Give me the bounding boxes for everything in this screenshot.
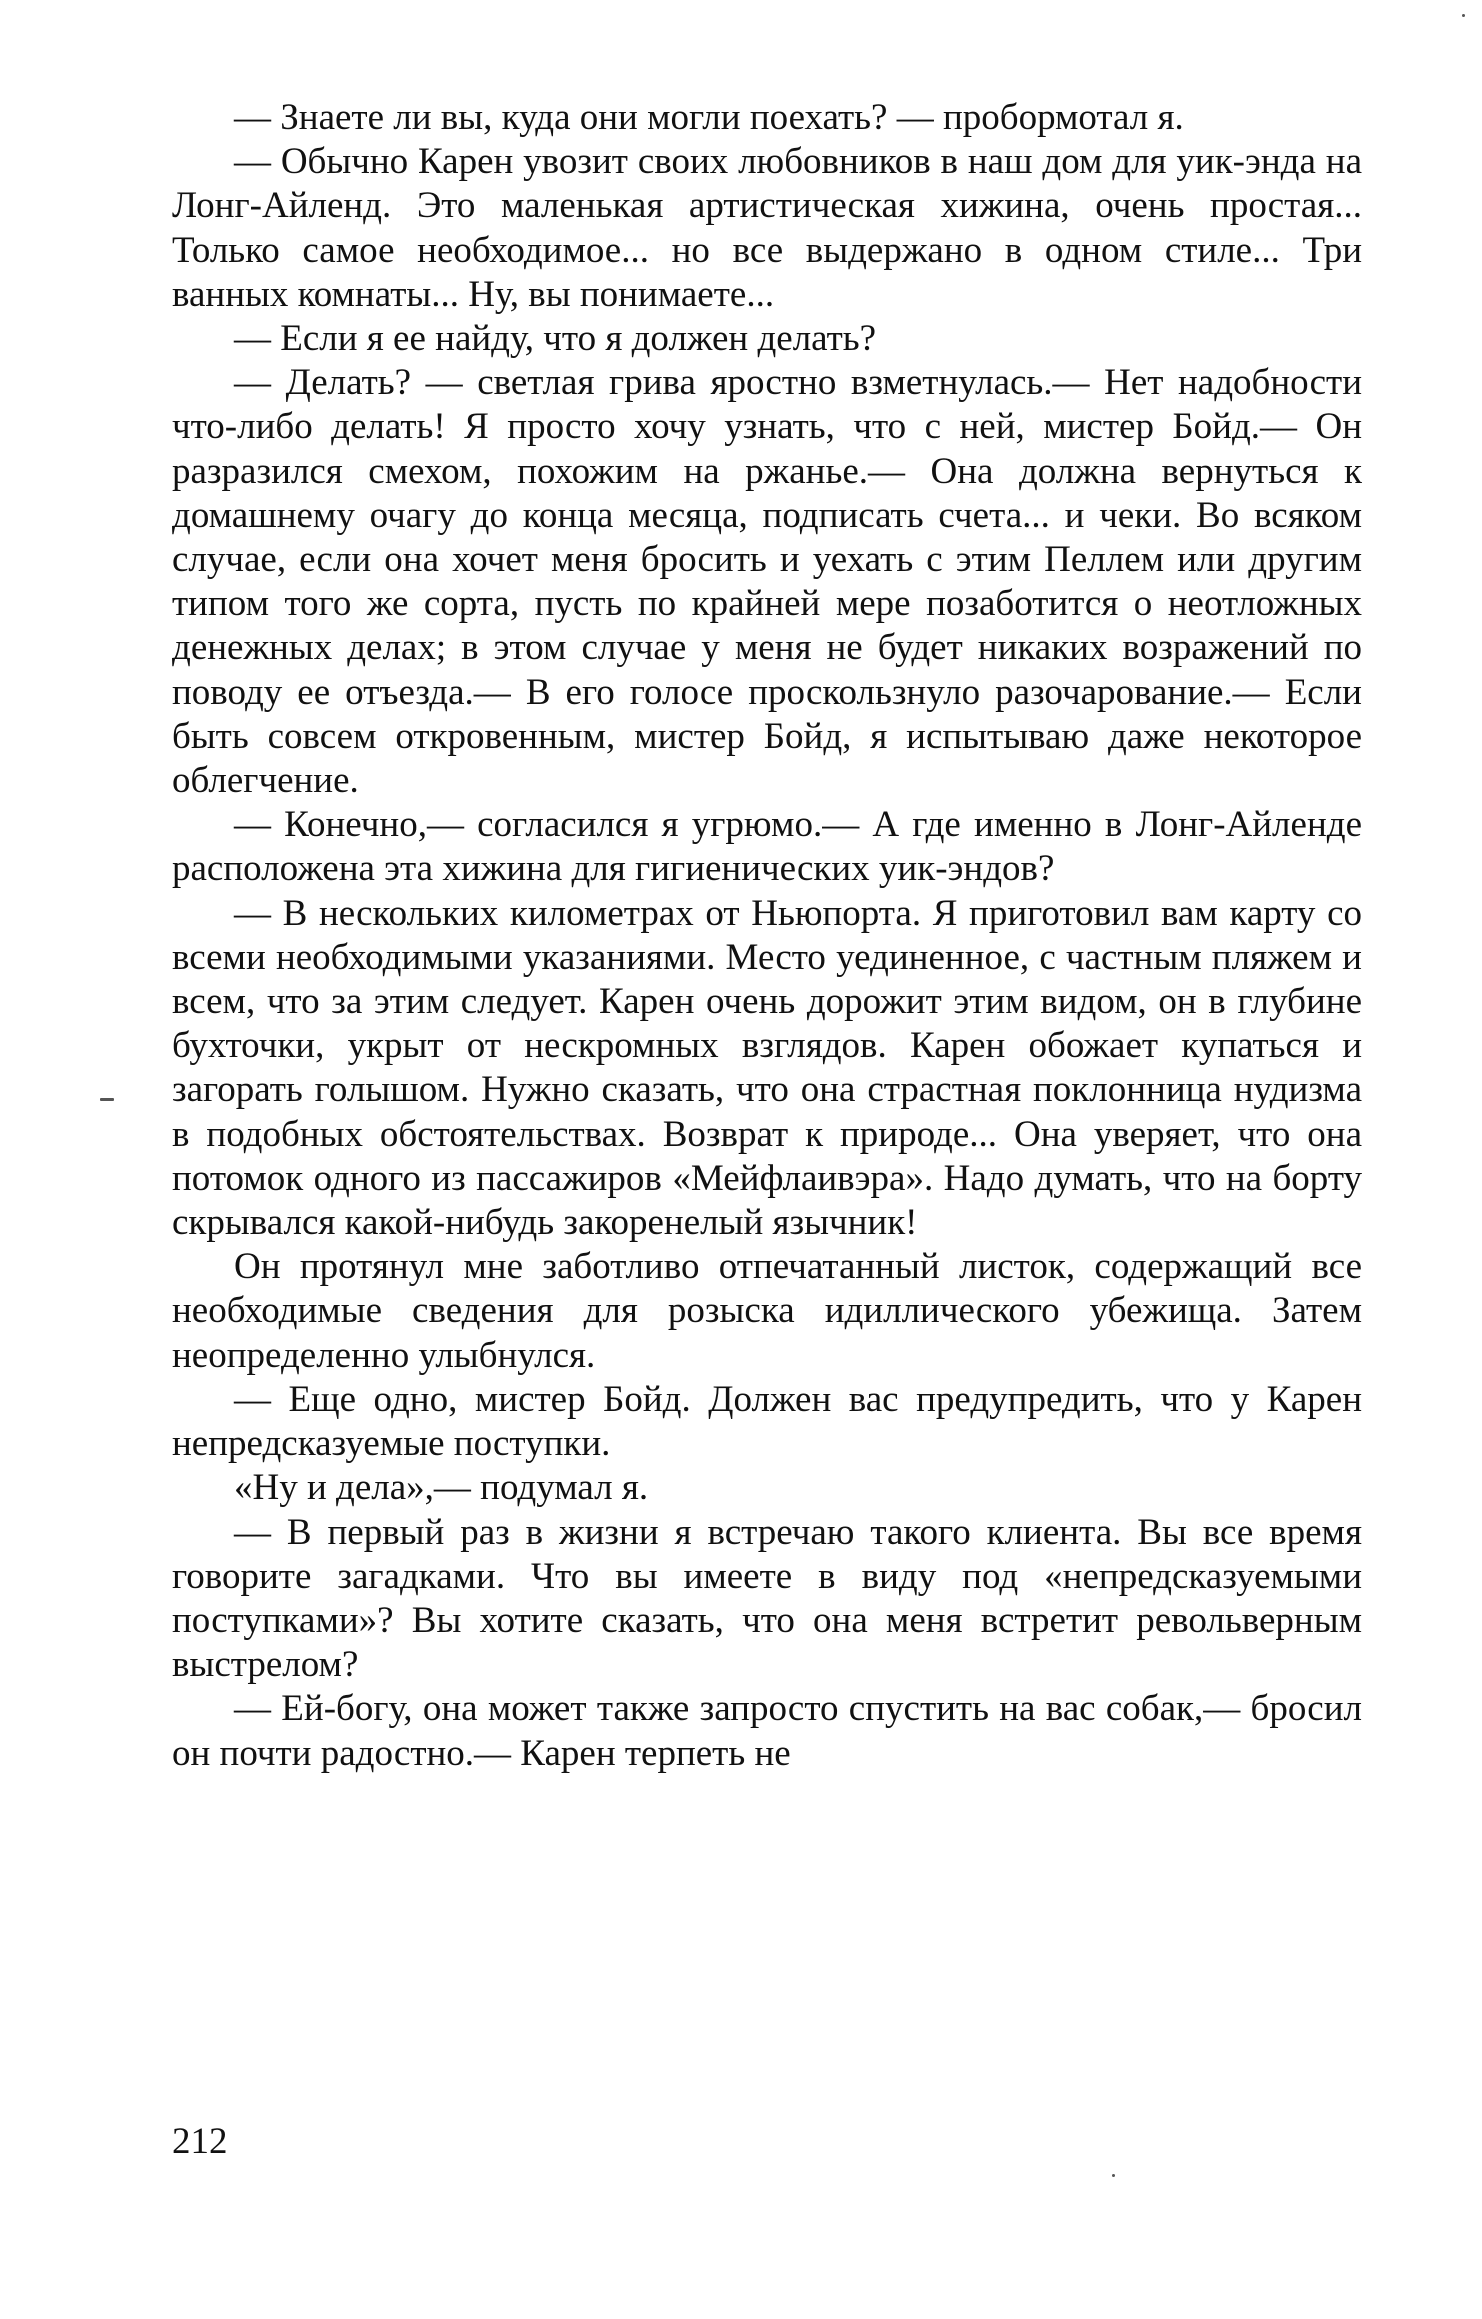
scan-speck <box>100 1098 114 1101</box>
paragraph-2: — Обычно Карен увозит своих любовников в наш дом для уик-энда на Лонг-Айленд. Это маленькая артистическая хижина, очень простая... Только самое необходимое... но все выдержано в одном стиле... Три ванных комнаты... Ну, вы понимаете... <box>172 141 1362 315</box>
paragraph-6: — В нескольких километрах от Ньюпорта. Я приготовил вам карту со всеми необходимыми указаниями. Место уединенное, с частным пляжем и всем, что за этим следует. Карен очень дорожит этим видом, он в глубине бухточки, укрыт от нескромных взглядов. Карен обожает купаться и загорать голышом. Нужно сказать, что она страстная поклонница нудизма в подобных обстоятельствах. Возврат к природе... Она уверяет, что она потомок одного из пассажиров «Мейфлаивэра». Надо думать, что на борту скрывался какой-нибудь закоренелый язычник! <box>172 892 1362 1244</box>
paragraph-9: «Ну и дела»,— подумал я. <box>234 1467 649 1509</box>
paragraph-3: — Если я ее найду, что я должен делать? <box>234 318 877 360</box>
paragraph-1: — Знаете ли вы, куда они могли поехать? — пробормотал я. <box>234 97 1184 138</box>
paragraph-5: — Конечно,— согласился я угрюмо.— А где именно в Лонг-Айленде расположена эта хижина для гигиенических уик-эндов? <box>172 804 1362 890</box>
scan-speck <box>1112 2174 1115 2177</box>
page-number: 212 <box>172 2121 228 2162</box>
paragraph-11: — Ей-богу, она может также запросто спустить на вас собак,— бросил он почти радостно.— Карен терпеть не <box>172 1688 1362 1774</box>
scan-speck <box>1462 14 1465 17</box>
paragraph-8: — Еще одно, мистер Бойд. Должен вас предупредить, что у Карен непредсказуемые поступки. <box>172 1378 1362 1465</box>
paragraph-10: — В первый раз в жизни я встречаю такого клиента. Вы все время говорите загадками. Что вы имеете в виду под «непредсказуемыми поступками»? Вы хотите сказать, что она меня встретит револьверным выстрелом? <box>172 1511 1362 1686</box>
body-text <box>172 96 1362 1776</box>
paragraph-7: Он протянул мне заботливо отпечатанный листок, содержащий все необходимые сведения для розыска идиллического убежища. Затем неопределенно улыбнулся. <box>172 1246 1362 1376</box>
paragraph-4: — Делать? — светлая грива яростно взметнулась.— Нет надобности что-либо делать! Я просто хочу узнать, что с ней, мистер Бойд.— Он разразился смехом, похожим на ржанье.— Она должна вернуться к домашнему очагу до конца месяца, подписать счета... и чеки. Во всяком случае, если она хочет меня бросить и уехать с этим Пеллем или другим типом того же сорта, пусть по крайней мере позаботится о неотложных денежных делах; в этом случае у меня не будет никаких возражений по поводу ее отъезда.— В его голосе проскользнуло разочарование.— Если быть совсем откровенным, мистер Бойд, я испытываю даже некоторое облегчение. <box>172 362 1362 802</box>
